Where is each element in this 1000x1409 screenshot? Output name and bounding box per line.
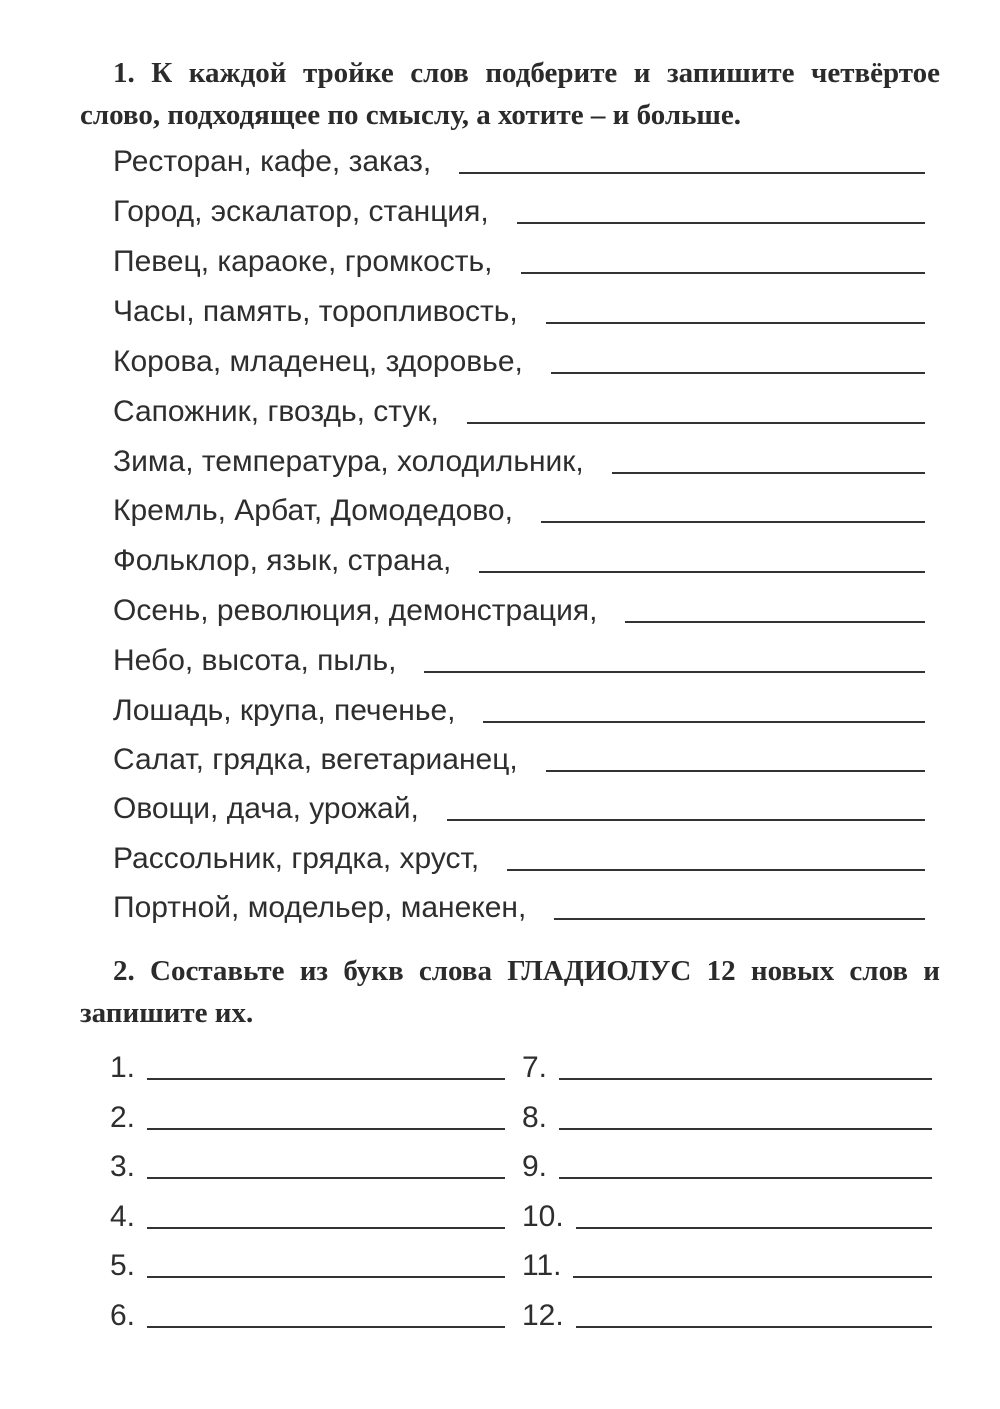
word-triple: Салат, грядка, вегетарианец, xyxy=(113,743,518,776)
word-row xyxy=(113,190,925,230)
answer-line[interactable] xyxy=(573,1276,932,1278)
answer-line[interactable] xyxy=(479,571,925,573)
word-row xyxy=(113,886,925,926)
numbered-answer-row xyxy=(522,1096,932,1136)
answer-line[interactable] xyxy=(559,1128,932,1130)
numbered-answer-row xyxy=(522,1195,932,1235)
answer-line[interactable] xyxy=(551,372,925,374)
numbered-answer-row xyxy=(110,1046,505,1086)
answer-line[interactable] xyxy=(147,1276,505,1278)
word-triple: Рассольник, грядка, хруст, xyxy=(113,842,480,875)
answer-number: 12. xyxy=(522,1299,564,1332)
word-triple: Певец, караоке, громкость, xyxy=(113,245,493,278)
word-triple: Овощи, дача, урожай, xyxy=(113,792,419,825)
numbered-answer-row xyxy=(110,1244,505,1284)
word-triple: Лошадь, крупа, печенье, xyxy=(113,694,456,727)
word-row xyxy=(113,639,925,679)
word-row xyxy=(113,837,925,877)
word-row xyxy=(113,539,925,579)
word-row xyxy=(113,489,925,529)
answer-line[interactable] xyxy=(625,621,925,623)
answer-line[interactable] xyxy=(483,721,925,723)
numbered-answer-row xyxy=(522,1244,932,1284)
numbered-answer-row xyxy=(522,1294,932,1334)
answer-number: 2. xyxy=(110,1101,136,1134)
answer-line[interactable] xyxy=(576,1326,932,1328)
word-triple: Зима, температура, холодильник, xyxy=(113,445,584,478)
word-row xyxy=(113,290,925,330)
word-row xyxy=(113,689,925,729)
numbered-answer-row xyxy=(522,1046,932,1086)
word-row xyxy=(113,240,925,280)
answer-line[interactable] xyxy=(147,1128,505,1130)
numbered-answer-row xyxy=(522,1145,932,1185)
answer-number: 3. xyxy=(110,1150,136,1183)
word-row xyxy=(113,589,925,629)
word-triple: Небо, высота, пыль, xyxy=(113,644,397,677)
answer-number: 5. xyxy=(110,1249,136,1282)
answer-line[interactable] xyxy=(147,1227,505,1229)
word-row xyxy=(113,390,925,430)
numbered-answer-row xyxy=(110,1096,505,1136)
answer-number: 9. xyxy=(522,1150,548,1183)
word-triple: Кремль, Арбат, Домодедово, xyxy=(113,494,513,527)
word-triple: Портной, модельер, манекен, xyxy=(113,891,527,924)
answer-line[interactable] xyxy=(546,770,925,772)
answer-line[interactable] xyxy=(546,322,925,324)
answer-line[interactable] xyxy=(521,272,925,274)
task-1-title: 1. К каждой тройке слов подберите и запишите четвёртое слово, подходящее по смыслу, а хотите – и больше. xyxy=(80,57,940,131)
answer-line[interactable] xyxy=(559,1078,932,1080)
answer-line[interactable] xyxy=(147,1177,505,1179)
word-triple: Ресторан, кафе, заказ, xyxy=(113,145,432,178)
word-row xyxy=(113,140,925,180)
task-2-title: 2. Составьте из букв слова ГЛАДИОЛУС 12 новых слов и запишите их. xyxy=(80,955,940,1029)
answer-number: 1. xyxy=(110,1051,136,1084)
word-triple: Корова, младенец, здоровье, xyxy=(113,345,523,378)
answer-line[interactable] xyxy=(447,819,925,821)
word-row xyxy=(113,340,925,380)
numbered-answer-row xyxy=(110,1195,505,1235)
numbered-answer-row xyxy=(110,1294,505,1334)
answer-line[interactable] xyxy=(612,472,925,474)
answer-number: 10. xyxy=(522,1200,564,1233)
answer-number: 11. xyxy=(522,1249,562,1282)
word-triple: Сапожник, гвоздь, стук, xyxy=(113,395,439,428)
word-triple: Фольклор, язык, страна, xyxy=(113,544,452,577)
answer-line[interactable] xyxy=(541,521,925,523)
answer-line[interactable] xyxy=(424,671,925,673)
answer-line[interactable] xyxy=(554,918,925,920)
numbered-answer-row xyxy=(110,1145,505,1185)
word-row xyxy=(113,787,925,827)
answer-line[interactable] xyxy=(147,1326,505,1328)
word-triple: Часы, память, торопливость, xyxy=(113,295,518,328)
word-row xyxy=(113,440,925,480)
answer-line[interactable] xyxy=(467,422,925,424)
answer-line[interactable] xyxy=(576,1227,932,1229)
word-triple: Осень, революция, демонстрация, xyxy=(113,594,598,627)
word-row xyxy=(113,738,925,778)
answer-number: 6. xyxy=(110,1299,136,1332)
answer-line[interactable] xyxy=(459,172,925,174)
answer-line[interactable] xyxy=(517,222,925,224)
answer-line[interactable] xyxy=(147,1078,505,1080)
answer-line[interactable] xyxy=(559,1177,932,1179)
answer-line[interactable] xyxy=(507,869,925,871)
word-triple: Город, эскалатор, станция, xyxy=(113,195,489,228)
answer-number: 7. xyxy=(522,1051,548,1084)
answer-number: 4. xyxy=(110,1200,136,1233)
answer-number: 8. xyxy=(522,1101,548,1134)
